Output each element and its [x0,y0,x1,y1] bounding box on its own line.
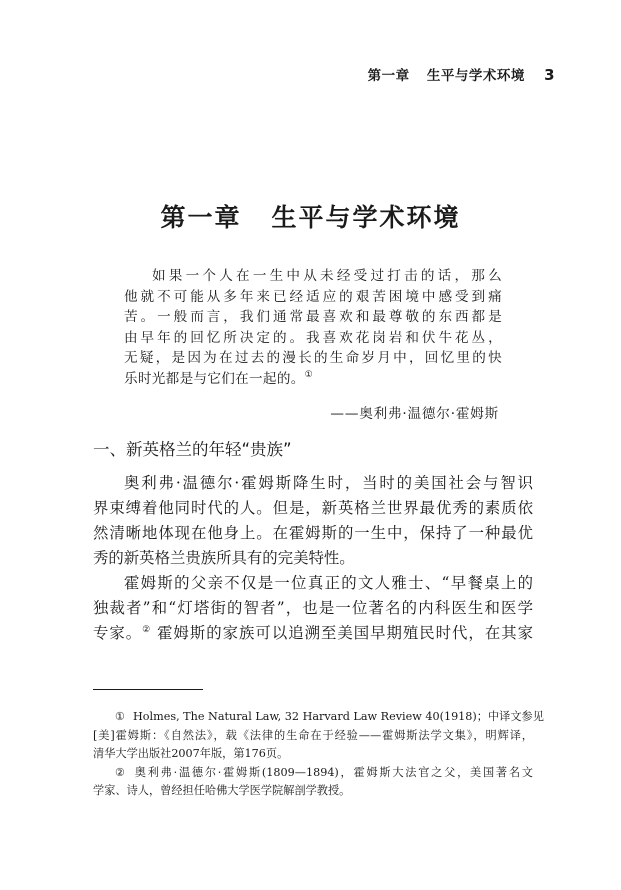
chapter-title-text: 生平与学术环境 [271,203,461,232]
body-text [93,471,533,646]
footnotes [93,708,544,801]
running-head-title: 生平与学术环境 [426,68,525,84]
paragraph-line: 然清晰地体现在他身上。在霍姆斯的一生中，保持了一种最优 [93,524,533,542]
chapter-title-label: 第一章 [160,203,242,232]
running-head-chapter: 第一章 [367,68,410,84]
paragraph-text: 专家。 [93,624,143,642]
epigraph-line: 苦。一般而言，我们通常最喜欢和最尊敬的东西都是 [124,309,502,325]
paragraph-line: 独裁者”和“灯塔街的智者”，也是一位著名的内科医生和医学 [93,599,533,617]
paragraph-line: 霍姆斯的父亲不仅是一位真正的文人雅士、“早餐桌上的 [124,574,533,592]
footnote-line [93,764,533,783]
paragraph-line: 秀的新英格兰贵族所具有的完美特性。 [93,549,355,567]
epigraph-attribution: ——奥利弗·温德尔·霍姆斯 [330,406,499,422]
footnote-line [93,708,544,727]
footnote-marker: ② [115,765,126,779]
chapter-title [0,198,621,234]
epigraph-line-text: 乐时光都是与它们在一起的。 [124,370,305,387]
paragraph-line: 奥利弗·温德尔·霍姆斯降生时，当时的美国社会与智识 [124,474,533,492]
footnote-ref[interactable]: ① [304,369,313,380]
footnote-line: [美]霍姆斯：《自然法》，载《法律的生命在于经验——霍姆斯法学文集》，明辉译， [93,728,533,742]
running-head [368,64,555,84]
footnote-text: 奥利弗·温德尔·霍姆斯(1809—1894)，霍姆斯大法官之父，美国著名文 [133,765,533,779]
footnote-line: 学家、诗人，曾经担任哈佛大学医学院解剖学教授。 [93,784,351,797]
epigraph-last-line [124,369,502,390]
epigraph-line: 如果一个人在一生中从未经受过打击的话，那么 [152,268,502,284]
epigraph-line: 他就不可能从多年来已经适应的艰苦困境中感受到痛 [124,288,502,305]
footnote-marker: ① [115,710,126,723]
paragraph-line [93,621,533,646]
epigraph-line: 由早年的回忆所决定的。我喜欢花岗岩和伏牛花丛， [124,329,502,346]
footnote-line: 清华大学出版社2007年版，第176页。 [93,747,289,760]
footnote-ref[interactable]: ② [142,625,152,635]
section-heading: 一、新英格兰的年轻“贵族” [93,440,292,459]
footnote-text: Holmes, The Natural Law, 32 Harvard Law Review 40(1918)；中译文参见 [133,710,544,723]
paragraph-line: 界束缚着他同时代的人。但是，新英格兰世界最优秀的素质依 [93,499,533,517]
footnote-divider [93,689,203,690]
epigraph [124,266,502,389]
epigraph-line: 无疑，是因为在过去的漫长的生命岁月中，回忆里的快 [124,350,502,366]
page-number: 3 [544,66,555,84]
paragraph-text: 霍姆斯的家族可以追溯至美国早期殖民时代，在其家 [151,624,533,642]
